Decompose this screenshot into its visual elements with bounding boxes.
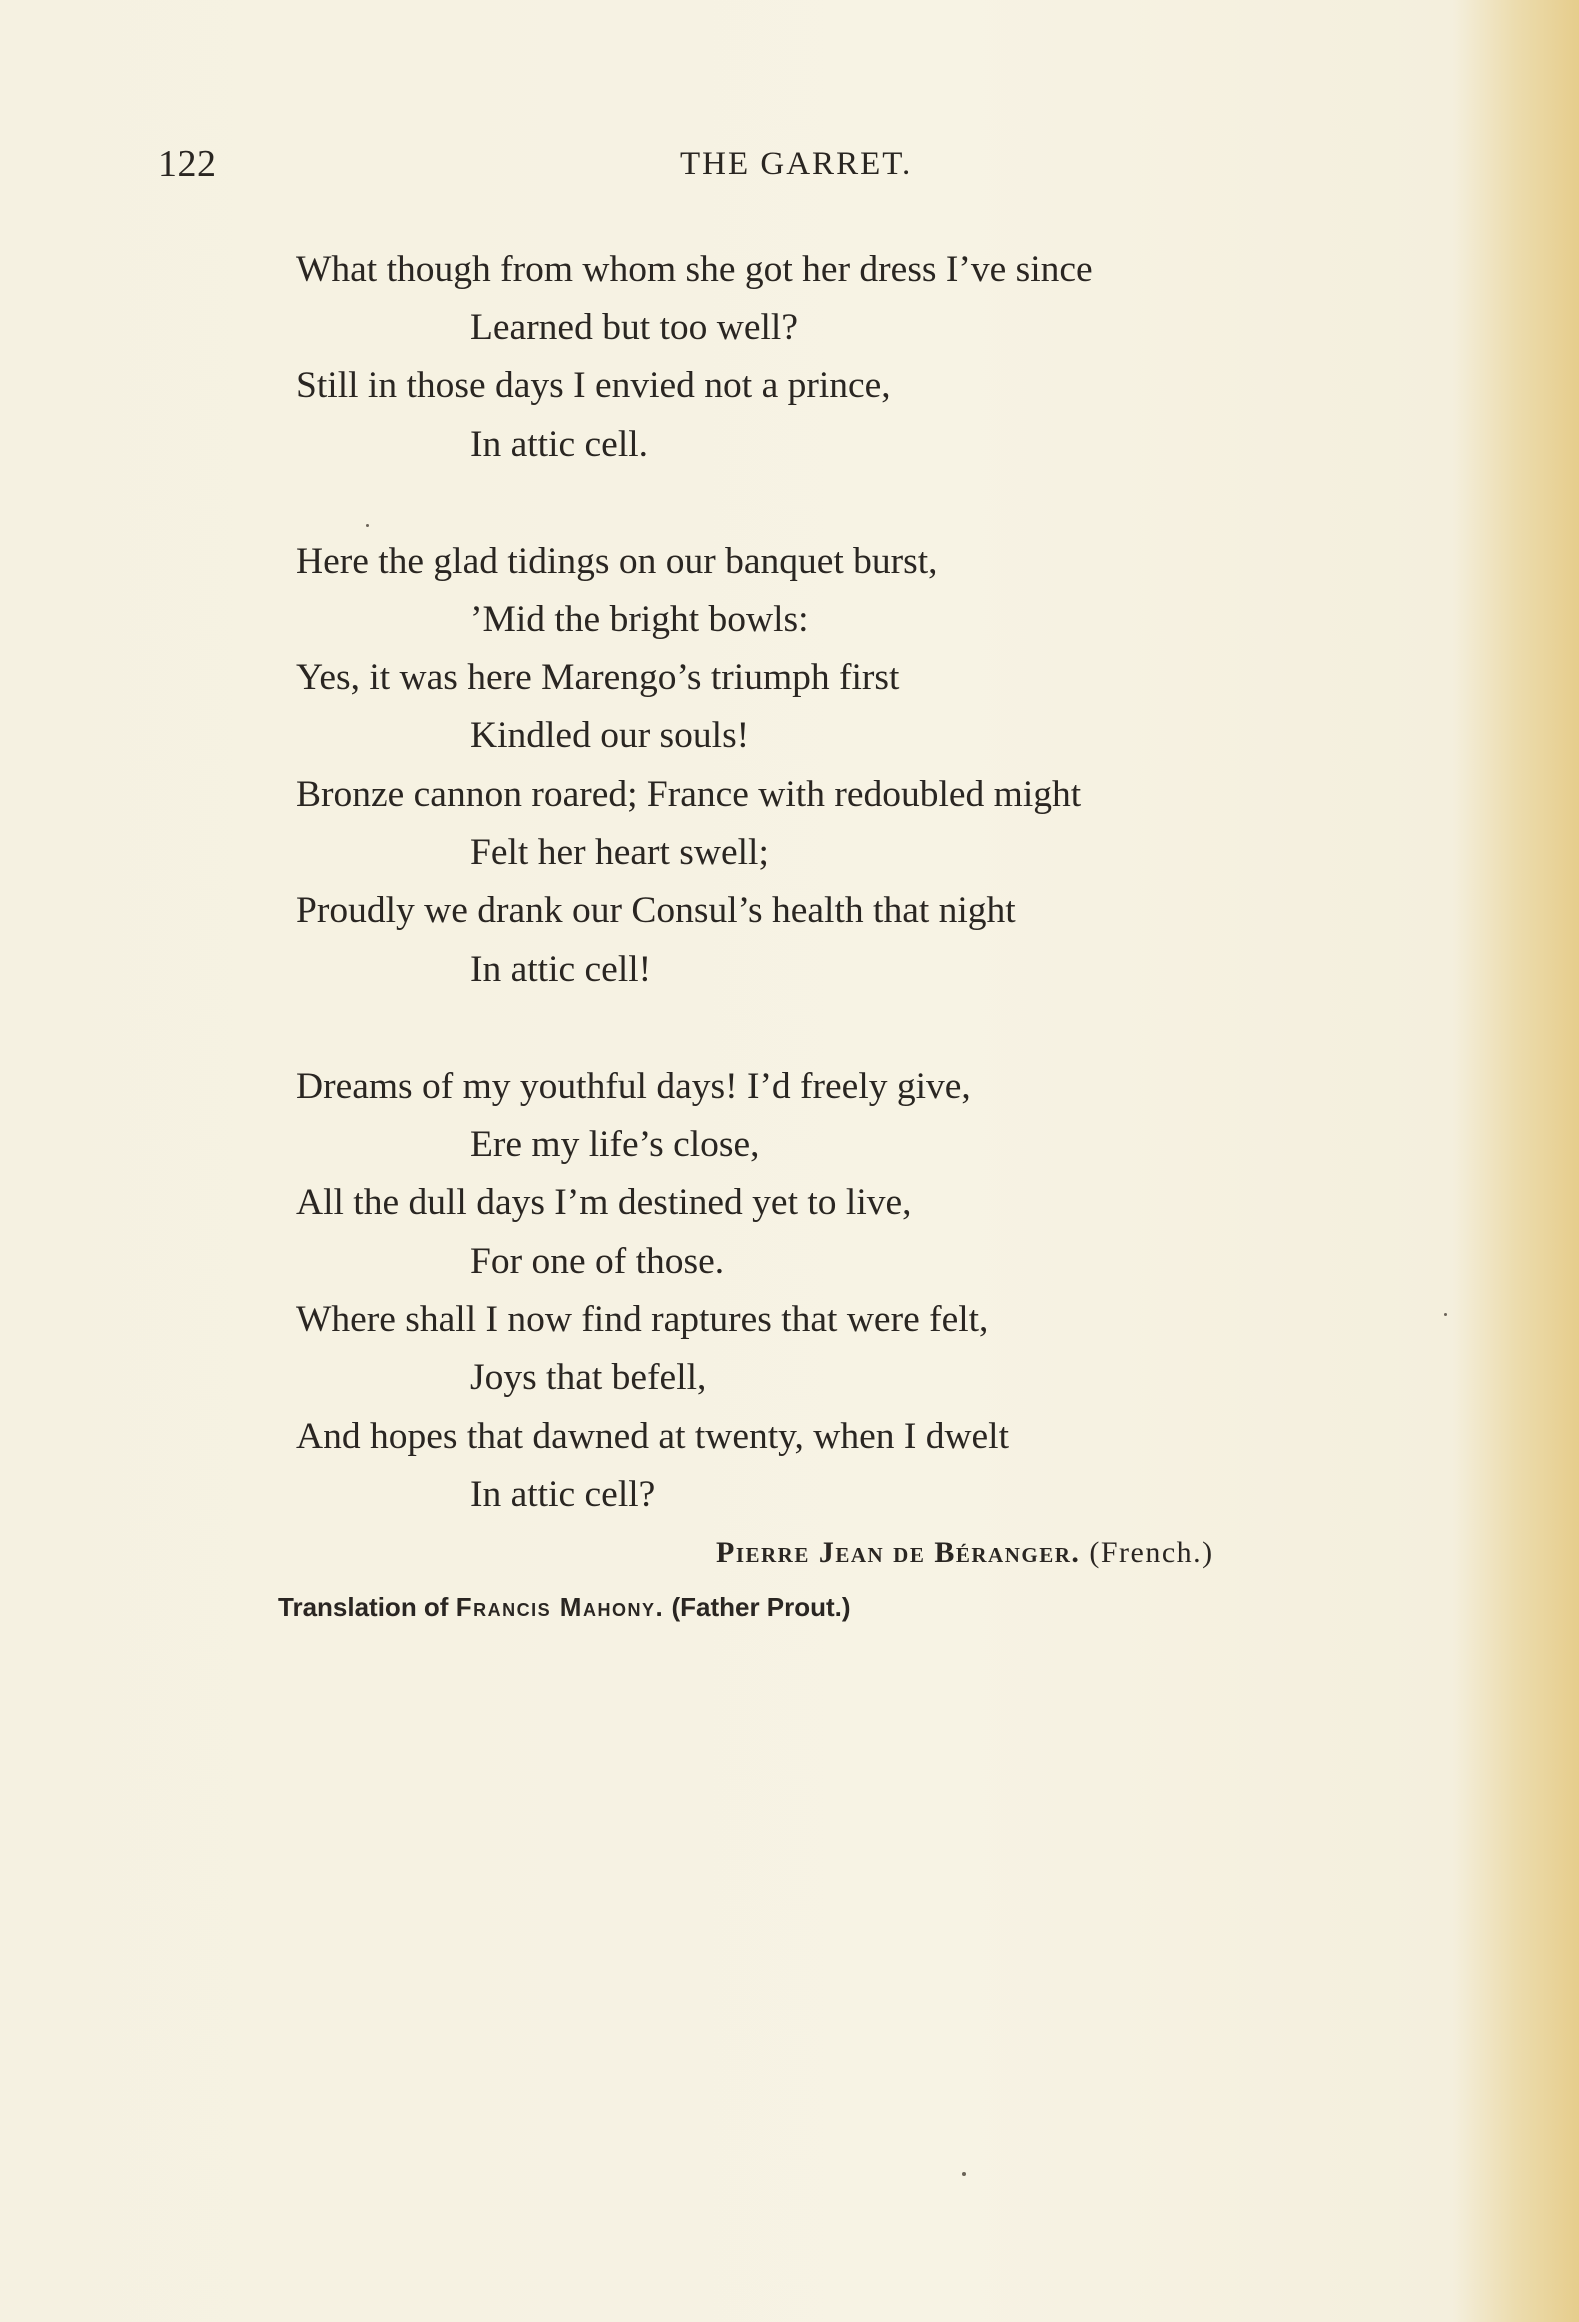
poem-line: All the dull days I’m destined yet to live, bbox=[296, 1182, 912, 1223]
translation-prefix: Translation of bbox=[278, 1592, 449, 1622]
poem-line: Joys that befell, bbox=[470, 1357, 707, 1398]
poem-line: Where shall I now find raptures that were felt, bbox=[296, 1299, 989, 1340]
translator-alias: (Father Prout.) bbox=[671, 1592, 851, 1622]
poem-line: Dreams of my youthful days! I’d freely give, bbox=[296, 1066, 971, 1107]
poem-line: What though from whom she got her dress I’ve since bbox=[296, 249, 1093, 290]
page-number: 122 bbox=[158, 143, 217, 185]
poem-line: For one of those. bbox=[470, 1241, 725, 1282]
poem-line: In attic cell. bbox=[470, 424, 649, 465]
poem-attribution bbox=[716, 1536, 1214, 1570]
poem-line: Bronze cannon roared; France with redoubled might bbox=[296, 774, 1082, 815]
poem-line: Proudly we drank our Consul’s health that night bbox=[296, 890, 1016, 931]
poem-line: Ere my life’s close, bbox=[470, 1124, 760, 1165]
author-name: Pierre Jean de Béranger. bbox=[716, 1536, 1081, 1569]
poem-line: Here the glad tidings on our banquet burst, bbox=[296, 541, 938, 582]
poem-line: Learned but too well? bbox=[470, 307, 798, 348]
original-language: (French.) bbox=[1089, 1536, 1214, 1569]
running-title: THE GARRET. bbox=[680, 146, 913, 182]
translation-credit bbox=[278, 1592, 851, 1623]
poem-line: Felt her heart swell; bbox=[470, 832, 769, 873]
paper-speck bbox=[1444, 1313, 1447, 1316]
poem-line: And hopes that dawned at twenty, when I dwelt bbox=[296, 1416, 1010, 1457]
poem-line: In attic cell? bbox=[470, 1474, 656, 1515]
poem-line: Yes, it was here Marengo’s triumph first bbox=[296, 657, 900, 698]
paper-speck bbox=[962, 2172, 966, 2176]
poem-line: ’Mid the bright bowls: bbox=[470, 599, 809, 640]
poem-line: In attic cell! bbox=[470, 949, 652, 990]
translator-name: Francis Mahony. bbox=[455, 1592, 665, 1622]
paper-speck bbox=[366, 524, 369, 527]
poem-line: Still in those days I envied not a prince, bbox=[296, 365, 891, 406]
poem-line: Kindled our souls! bbox=[470, 715, 750, 756]
